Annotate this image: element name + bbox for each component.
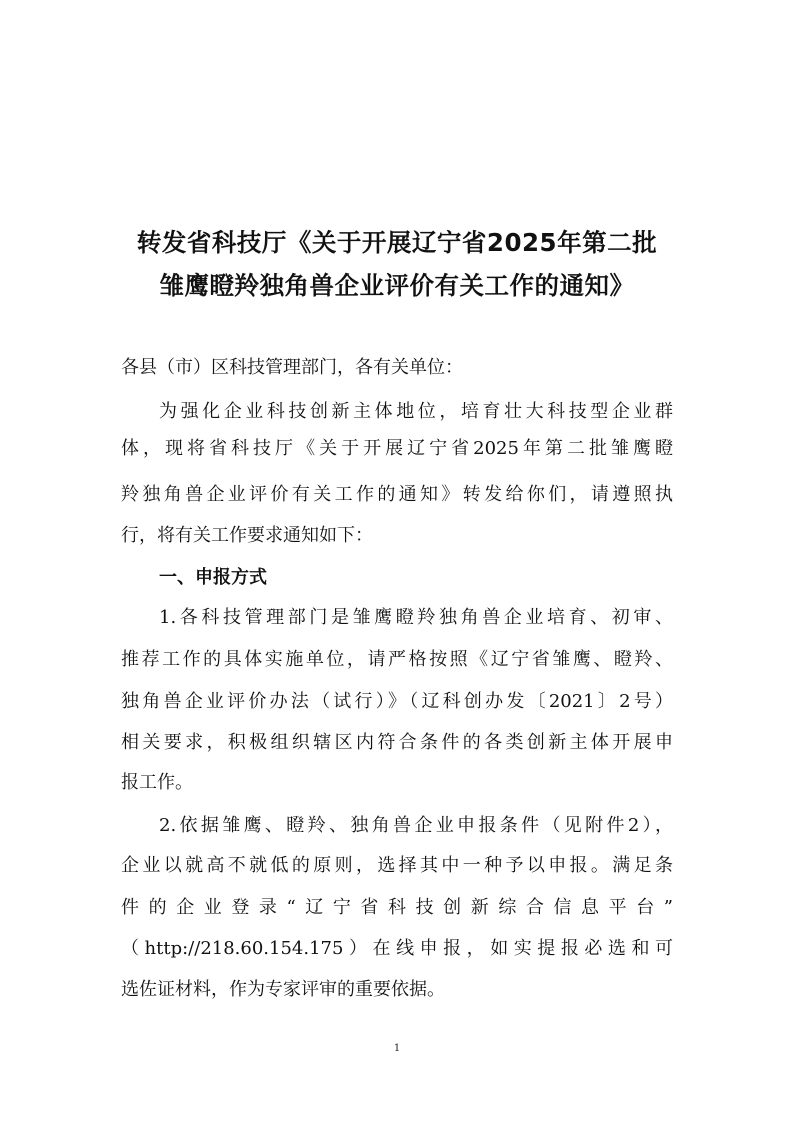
- document-title-line-1: 转发省科技厅《关于开展辽宁省2025年第二批: [136, 228, 658, 257]
- page-number: 1: [393, 1043, 401, 1054]
- intro-paragraph-line: 羚独角兽企业评价有关工作的通知》转发给你们，请遵照执: [121, 484, 673, 505]
- item-2-line: 2.依据雏鹰、瞪羚、独角兽企业申报条件（见附件2），: [159, 815, 673, 836]
- section-heading: 一、申报方式: [159, 567, 267, 588]
- intro-paragraph-line: 为强化企业科技创新主体地位，培育壮大科技型企业群: [159, 401, 673, 422]
- item-1-line: 推荐工作的具体实施单位，请严格按照《辽宁省雏鹰、瞪羚、: [121, 649, 673, 670]
- intro-paragraph-line: 体，现将省科技厅《关于开展辽宁省2025年第二批雏鹰瞪: [121, 438, 673, 459]
- item-1-line: 1.各科技管理部门是雏鹰瞪羚独角兽企业培育、初审、: [159, 607, 673, 628]
- salutation: 各县（市）区科技管理部门，各有关单位：: [121, 357, 463, 378]
- item-2-line: 件的企业登录“辽宁省科技创新综合信息平台”: [121, 897, 673, 918]
- item-2-line: 选佐证材料，作为专家评审的重要依据。: [121, 979, 445, 1000]
- item-1-line: 相关要求，积极组织辖区内符合条件的各类创新主体开展申: [121, 732, 673, 753]
- item-1-line: 独角兽企业评价办法（试行）》（辽科创办发〔2021〕2号）: [121, 691, 673, 712]
- item-2-line: 企业以就高不就低的原则，选择其中一种予以申报。满足条: [121, 855, 673, 876]
- item-1-line: 报工作。: [121, 772, 193, 793]
- document-title-line-2: 雏鹰瞪羚独角兽企业评价有关工作的通知》: [159, 271, 635, 300]
- item-2-line: （http://218.60.154.175）在线申报，如实提报必选和可: [121, 938, 673, 959]
- intro-paragraph-line: 行，将有关工作要求通知如下：: [121, 525, 373, 546]
